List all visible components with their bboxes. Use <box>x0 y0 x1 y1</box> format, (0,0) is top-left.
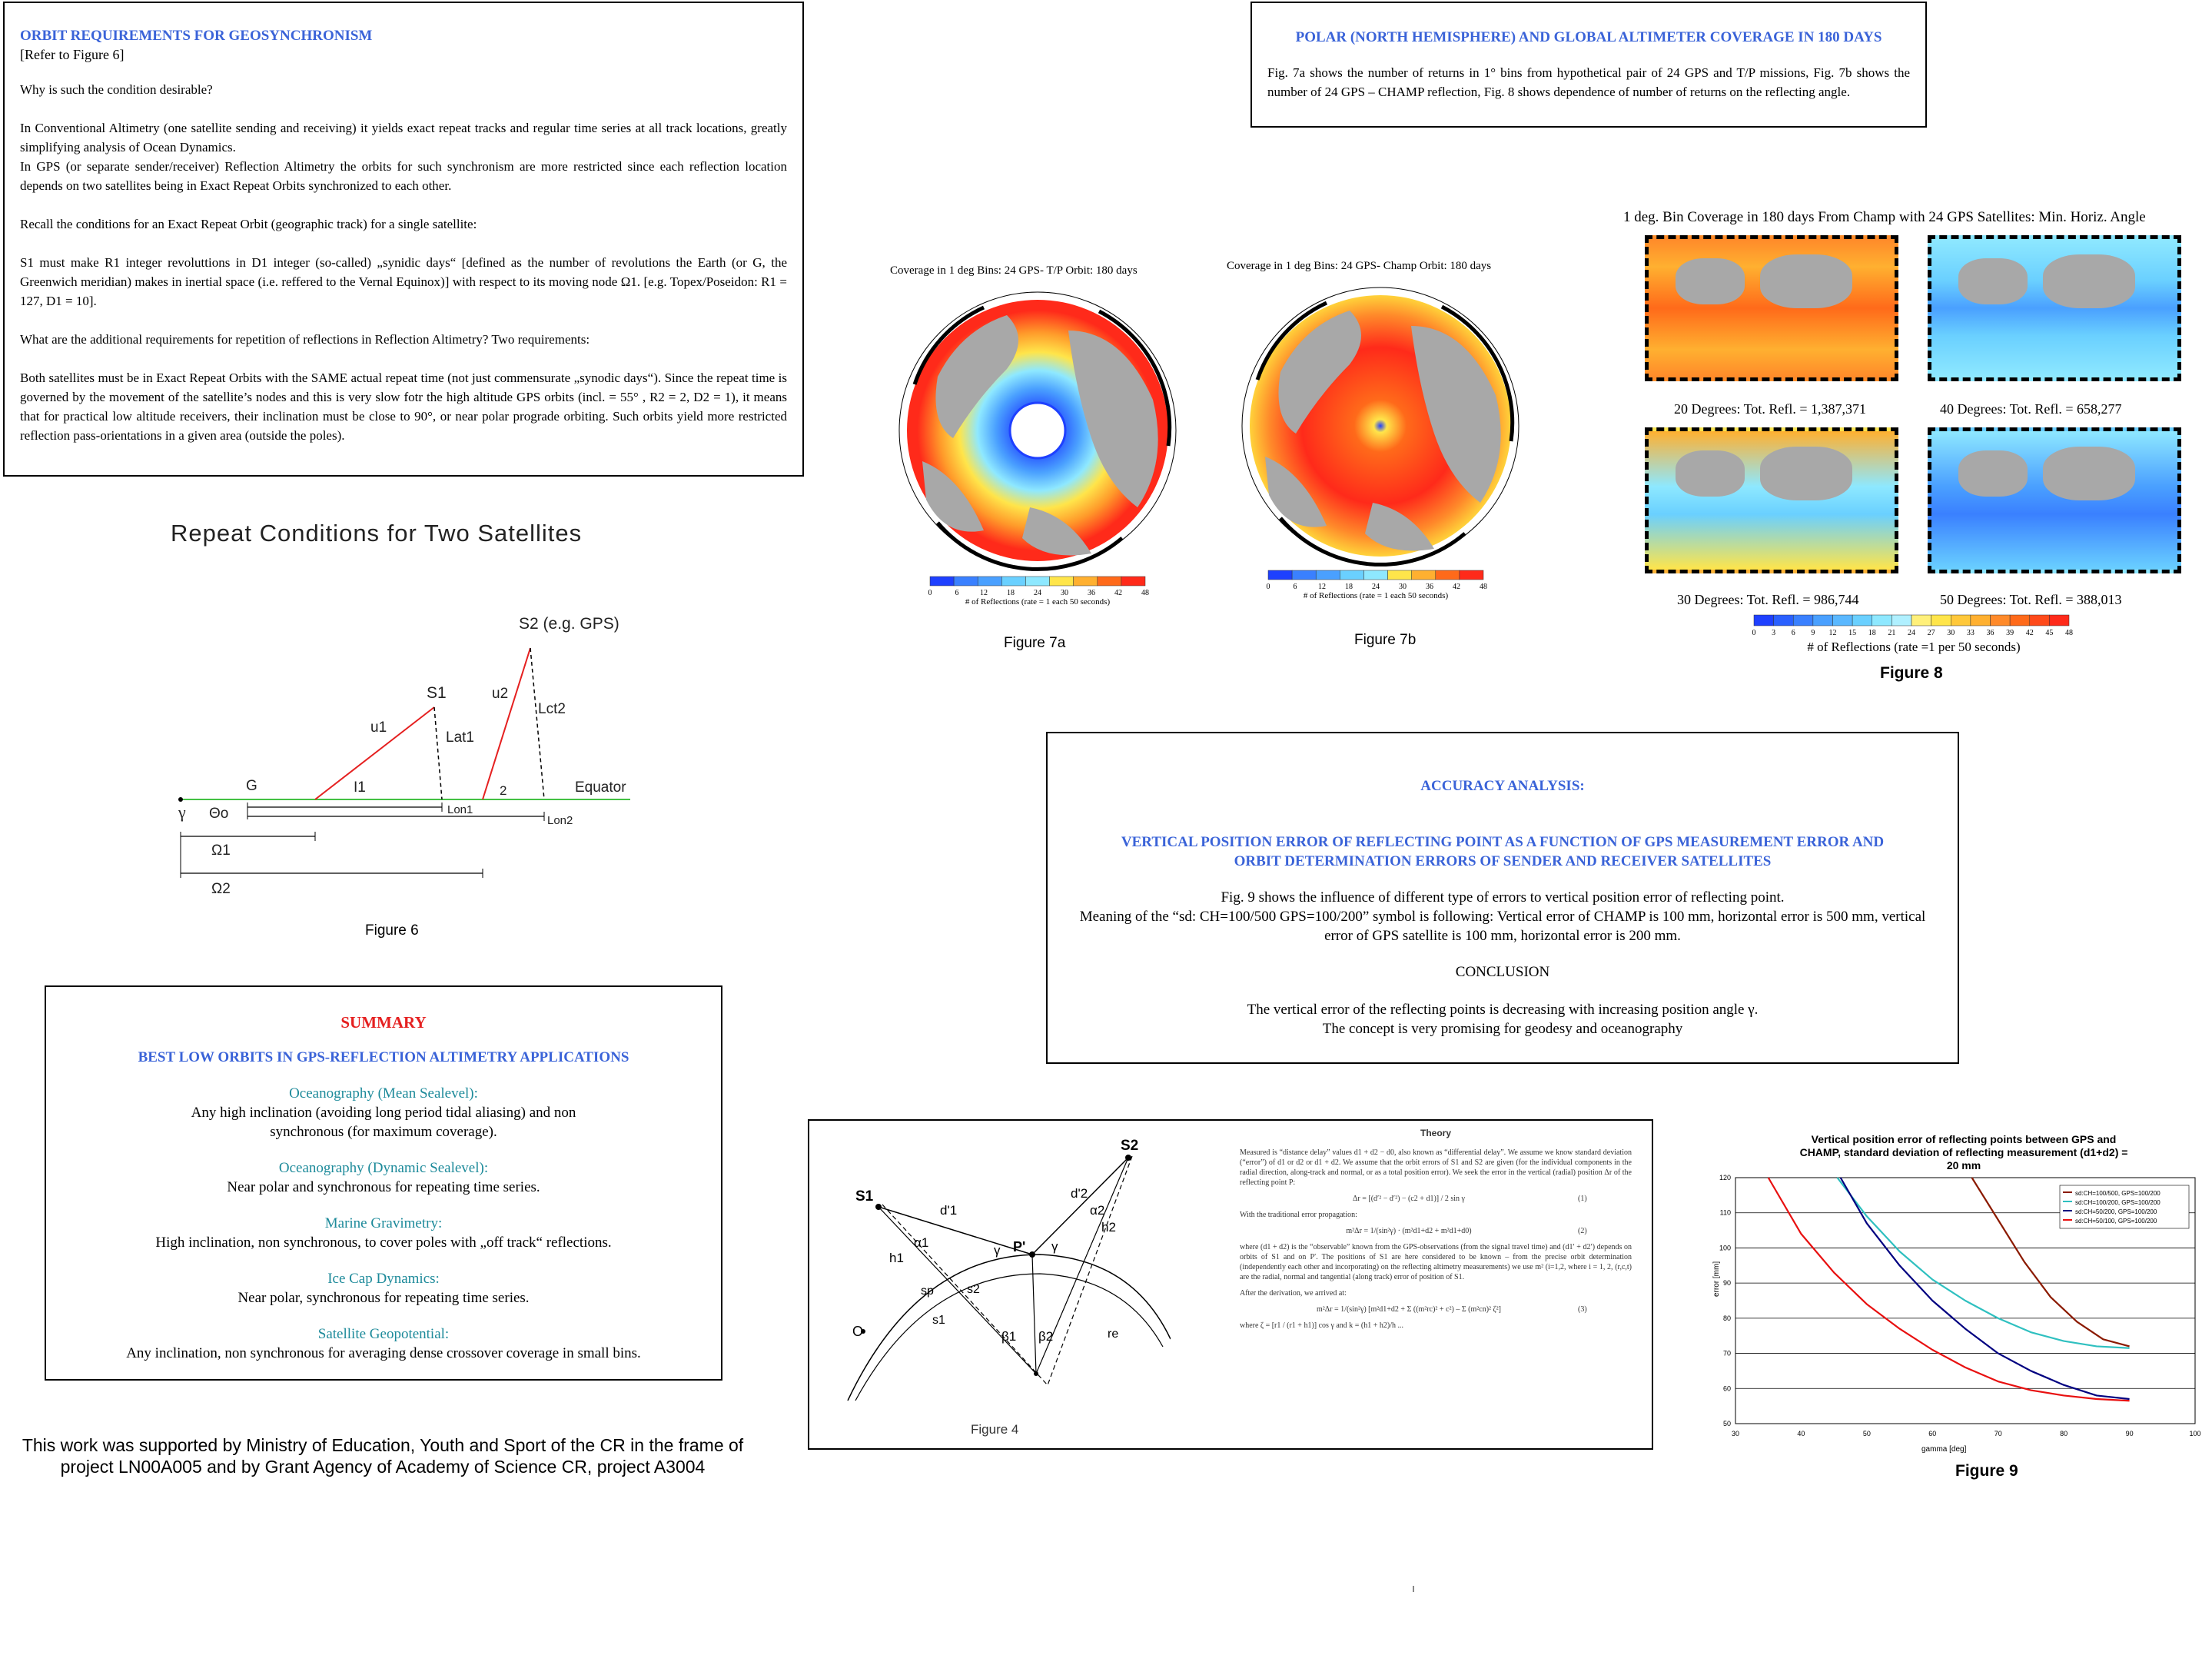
omega2-label: Ω2 <box>211 881 231 897</box>
fig7a-title: Coverage in 1 deg Bins: 24 GPS- T/P Orbit: 180 days <box>890 264 1138 277</box>
summary-item-body-4: Any inclination, non synchronous for averaging dense crossover coverage in small bins. <box>126 1345 641 1361</box>
fig7b-caption: Figure 7b <box>1354 632 1417 648</box>
fig9-xtick: 80 <box>2060 1430 2068 1437</box>
fig7b-colorbar-swatch <box>1363 570 1387 580</box>
fig7b-colorbar-tick: 48 <box>1480 583 1487 591</box>
fig8-colorbar-tick: 36 <box>1986 629 1994 637</box>
fig9-title: Vertical position error of reflecting points between GPS and CHAMP, standard deviation of reflecting measurement (d1+d2) = 20 mm <box>1799 1133 2128 1171</box>
orbit-p4: Recall the conditions for an Exact Repeat Orbit (geographic track) for a single satellite: <box>20 217 477 231</box>
fig9-legend <box>2060 1185 2189 1228</box>
theory-eq2: m²Δr = 1/(sin²γ) · (m²d1+d2 + m²d1+d0) <box>1346 1227 1472 1235</box>
fig8-colorbar-label: # of Reflections (rate =1 per 50 seconds) <box>1807 640 2021 654</box>
fig9-ytick: 70 <box>1722 1349 1731 1358</box>
fig8-colorbar-swatch <box>1833 615 1853 626</box>
fig8-colorbar-swatch <box>1991 615 2011 626</box>
theory-eq2-row <box>1240 1226 1632 1236</box>
fig9-xtick: 30 <box>1731 1430 1740 1437</box>
figure-7a-polar-map <box>892 284 1184 577</box>
fig6-caption: Figure 6 <box>365 922 419 939</box>
page-mark <box>1413 1586 1414 1592</box>
fig4-caption: Figure 4 <box>971 1422 1019 1437</box>
orbit-requirements-box <box>3 2 804 477</box>
figure-7b-polar-map <box>1234 280 1526 572</box>
fig8-colorbar-tick: 45 <box>2045 629 2054 637</box>
theory-n3: (3) <box>1578 1305 1587 1314</box>
fig8-colorbar-tick: 15 <box>1848 629 1857 637</box>
fig9-legend-label: sd:CH=100/500, GPS=100/200 <box>2075 1190 2161 1197</box>
fig7a-colorbar-swatch <box>1098 577 1121 586</box>
fig7b-colorbar-label: # of Reflections (rate = 1 each 50 seconds) <box>1303 591 1449 600</box>
fig8-colorbar-swatch <box>1911 615 1931 626</box>
theory-eq3: m²Δr = 1/(sin²γ) [m²d1+d2 + Σ ((m²rc)² + c²) – Σ (m²cn)² ζ²] <box>1316 1305 1501 1314</box>
fig7b-colorbar-swatch <box>1436 570 1460 580</box>
fig8-maps <box>1645 235 2192 604</box>
figure-6-diagram <box>169 607 661 907</box>
theory-p4: After the derivation, we arrived at: <box>1240 1289 1347 1298</box>
summary-item-head-4: Satellite Geopotential: <box>317 1326 450 1342</box>
summary-item-body-3: Near polar, synchronous for repeating time series. <box>237 1290 530 1306</box>
fig9-xtick: 90 <box>2125 1430 2134 1437</box>
fig7a-colorbar-tick: 18 <box>1007 589 1015 597</box>
fig9-ytick: 110 <box>1719 1208 1731 1217</box>
equator-label: Equator <box>575 779 626 796</box>
fig8-map-30-label: 30 Degrees: Tot. Refl. = 986,744 <box>1677 592 1859 607</box>
gamma-label: γ <box>178 803 186 822</box>
orbit-title: ORBIT REQUIREMENTS FOR GEOSYNCHRONISM <box>20 28 373 44</box>
u1-label: u1 <box>370 719 387 736</box>
fig7b-colorbar-tick: 36 <box>1426 583 1433 591</box>
fig8-colorbar <box>1746 613 2077 640</box>
theta-label: Θo <box>209 806 229 822</box>
fig8-colorbar-tick: 3 <box>1772 629 1776 637</box>
fig8-colorbar-tick: 21 <box>1888 629 1896 637</box>
fig9-xtick: 100 <box>2189 1430 2201 1437</box>
fig8-colorbar-swatch <box>1971 615 1991 626</box>
fig7b-colorbar-tick: 12 <box>1318 583 1326 591</box>
fig8-colorbar-tick: 30 <box>1947 629 1955 637</box>
two-label: 2 <box>500 783 507 798</box>
summary-title: SUMMARY <box>340 1013 427 1032</box>
fig9-xtick: 60 <box>1928 1430 1937 1437</box>
fig7b-colorbar-tick: 0 <box>1266 583 1270 591</box>
fig7a-colorbar-swatch <box>1074 577 1098 586</box>
fig8-map-40 <box>1928 235 2181 381</box>
fig6-title: Repeat Conditions for Two Satellites <box>171 520 583 547</box>
g-label: G <box>246 778 257 794</box>
fig8-colorbar-swatch <box>1754 615 1774 626</box>
fig9-legend-label: sd:CH=50/200, GPS=100/200 <box>2075 1208 2157 1215</box>
accuracy-p2: Meaning of the “sd: CH=100/500 GPS=100/200” symbol is following: Vertical error of CHAMP is 100 mm, horizontal error is 500 mm, vertical error of GPS satellite is 100 mm, horizontal error is 200 mm. <box>1079 909 1926 944</box>
theory-eq1: Δr = [(d′² − d′²) − (c2 + d1)] / 2 sin γ <box>1353 1195 1465 1203</box>
theory-text <box>1240 1128 1632 1331</box>
summary-box <box>45 985 722 1381</box>
fig9-ytick: 120 <box>1719 1174 1731 1181</box>
orbit-p1: Why is such the condition desirable? <box>20 82 213 97</box>
fig7a-colorbar-tick: 48 <box>1141 589 1149 597</box>
fig8-colorbar-tick: 39 <box>2006 629 2014 637</box>
fig8-colorbar-swatch <box>1774 615 1794 626</box>
fig8-map-40-label: 40 Degrees: Tot. Refl. = 658,277 <box>1940 401 2122 417</box>
fig4-p: P' <box>1013 1239 1026 1255</box>
theory-figure4-box <box>808 1119 1653 1450</box>
fig8-colorbar-swatch <box>1813 615 1833 626</box>
fig8-map-30 <box>1645 427 1898 573</box>
summary-item-body-1: Near polar and synchronous for repeating time series. <box>227 1179 540 1195</box>
fig8-map-20-label: 20 Degrees: Tot. Refl. = 1,387,371 <box>1674 401 1867 417</box>
fig4-d2: d'2 <box>1071 1186 1088 1201</box>
fig8-colorbar-swatch <box>2030 615 2050 626</box>
fig4-a2: α2 <box>1090 1203 1105 1218</box>
theory-title: Theory <box>1420 1128 1451 1138</box>
fig9-xtick: 40 <box>1797 1430 1805 1437</box>
lat2-label: Lct2 <box>538 701 566 717</box>
fig7a-colorbar-tick: 30 <box>1061 589 1068 597</box>
theory-eq1-row <box>1240 1194 1632 1204</box>
fig7b-colorbar <box>1260 569 1491 592</box>
theory-p1: Measured is “distance delay” values d1 + d2 − d0, also known as “differential delay”. We assume we know standard deviation (“error”) of d1 or d2 or d1 + d2. We assume that the orbit errors of S1 and S2 are given (for the individual components in the radial direction, along-track and normal, or as a total position error). We seek the error in the vertical (radial) position Δr of the reflecting point P: <box>1240 1148 1632 1187</box>
fig8-colorbar-tick: 9 <box>1811 629 1815 637</box>
fig4-s1: S1 <box>855 1188 874 1205</box>
accuracy-c1: The vertical error of the reflecting points is decreasing with increasing position angle γ. <box>1247 1002 1759 1018</box>
orbit-p2: In Conventional Altimetry (one satellite sending and receiving) it yields exact repeat tracks and regular time series at all track locations, greatly simplifying analysis of Ocean Dynamics. <box>20 121 787 155</box>
fig8-title: 1 deg. Bin Coverage in 180 days From Champ with 24 GPS Satellites: Min. Horiz. Angle <box>1623 209 2146 225</box>
fig8-colorbar-swatch <box>1872 615 1892 626</box>
fig8-colorbar-swatch <box>1891 615 1911 626</box>
u2-line <box>483 648 530 799</box>
fig8-colorbar-swatch <box>1951 615 1971 626</box>
fig7a-colorbar-tick: 24 <box>1034 589 1041 597</box>
polar-title: POLAR (NORTH HEMISPHERE) AND GLOBAL ALTIMETER COVERAGE IN 180 DAYS <box>1295 29 1882 45</box>
u2-label: u2 <box>492 686 509 702</box>
fig4-o: O <box>852 1324 864 1339</box>
fig7b-colorbar-swatch <box>1412 570 1436 580</box>
l1-label: I1 <box>354 779 366 796</box>
summary-item-head-1: Oceanography (Dynamic Sealevel): <box>278 1160 489 1176</box>
lat1-line <box>434 707 442 799</box>
fig8-map-20 <box>1645 235 1898 381</box>
fig7a-colorbar <box>922 575 1153 598</box>
accuracy-box <box>1046 732 1959 1064</box>
theory-p3: where (d1 + d2) is the “observable” known from the GPS-observations (from the signal travel time) and (d1′ + d2′) depends on orbits of S1 and on P′. The positions of S1 are here considered to be known – from the precise orbit determination (independently each other and incorporating) on the reflecting altimetry measurements) we use m² (i=1,2, where i = 1, 2, (r,c,t) are the radial, normal and tangential (along track) error of position of S1. <box>1240 1243 1632 1281</box>
orbit-p6: What are the additional requirements for repetition of reflections in Reflection Altimetry? Two requirements: <box>20 332 590 347</box>
fig8-colorbar-tick: 12 <box>1828 629 1837 637</box>
fig4-d1: d'1 <box>940 1203 958 1218</box>
accuracy-conclusion: CONCLUSION <box>1455 964 1550 980</box>
fig9-xlabel: gamma [deg] <box>1921 1445 1967 1454</box>
fig8-colorbar-swatch <box>2049 615 2069 626</box>
fig7b-colorbar-swatch <box>1388 570 1412 580</box>
fig8-colorbar-tick: 6 <box>1791 629 1795 637</box>
fig7b-colorbar-swatch <box>1268 570 1292 580</box>
fig8-colorbar-tick: 0 <box>1752 629 1756 637</box>
fig7b-colorbar-tick: 42 <box>1453 583 1460 591</box>
accuracy-title: ACCURACY ANALYSIS: <box>1420 778 1585 794</box>
fig4-s2s: s2 <box>967 1283 980 1296</box>
lat2-line <box>530 648 544 799</box>
fig7a-colorbar-tick: 12 <box>980 589 988 597</box>
fig7b-colorbar-swatch <box>1292 570 1316 580</box>
fig7b-title: Coverage in 1 deg Bins: 24 GPS- Champ Orbit: 180 days <box>1227 260 1492 272</box>
fig9-ytick: 60 <box>1722 1384 1731 1393</box>
fig9-ylabel: error [mm] <box>1712 1261 1721 1297</box>
fig7a-colorbar-swatch <box>1050 577 1074 586</box>
fig7b-colorbar-tick: 30 <box>1399 583 1407 591</box>
fig9-ytick: 50 <box>1722 1420 1731 1427</box>
summary-item-head-3: Ice Cap Dynamics: <box>327 1271 440 1287</box>
theory-n1: (1) <box>1578 1195 1587 1203</box>
accuracy-subtitle: VERTICAL POSITION ERROR OF REFLECTING POINT AS A FUNCTION OF GPS MEASUREMENT ERROR AND ORBIT DETERMINATION ERRORS OF SENDER AND RECEIVER SATELLITES <box>1121 834 1885 869</box>
summary-item-head-0: Oceanography (Mean Sealevel): <box>289 1085 478 1102</box>
fig8-colorbar-swatch <box>1793 615 1813 626</box>
fig7a-colorbar-swatch <box>1001 577 1025 586</box>
theory-eq3-row <box>1240 1304 1632 1314</box>
fig9-caption: Figure 9 <box>1955 1462 2018 1480</box>
summary-item-body-2: High inclination, non synchronous, to cover poles with „off track“ reflections. <box>155 1235 612 1251</box>
fig8-map-50-label: 50 Degrees: Tot. Refl. = 388,013 <box>1940 592 2122 607</box>
fig9-xtick: 70 <box>1994 1430 2002 1437</box>
fig4-s2: S2 <box>1121 1139 1139 1154</box>
fig4-h2: h2 <box>1101 1220 1116 1235</box>
fig7a-colorbar-tick: 6 <box>955 589 959 597</box>
fig7a-colorbar-tick: 36 <box>1088 589 1095 597</box>
fig8-colorbar-swatch <box>1852 615 1872 626</box>
gamma-point <box>178 797 183 802</box>
fig7b-colorbar-tick: 24 <box>1372 583 1380 591</box>
orbit-subtitle: [Refer to Figure 6] <box>20 47 125 62</box>
accuracy-p1: Fig. 9 shows the influence of different type of errors to vertical position error of reflecting point. <box>1221 889 1785 906</box>
fig7b-colorbar-tick: 6 <box>1293 583 1297 591</box>
orbit-p3: In GPS (or separate sender/receiver) Reflection Altimetry the orbits for such synchronism are more restricted since each reflection location depends on two satellites being in Exact Repeat Orbits synchronized to each other. <box>20 159 787 193</box>
lon2-label: Lon2 <box>547 814 573 827</box>
fig9-legend-label: sd:CH=50/100, GPS=100/200 <box>2075 1218 2157 1225</box>
fig8-colorbar-tick: 18 <box>1868 629 1876 637</box>
fig8-colorbar-tick: 24 <box>1908 629 1915 637</box>
fig8-colorbar-swatch <box>1931 615 1951 626</box>
fig7a-colorbar-swatch <box>930 577 954 586</box>
s2-label: S2 (e.g. GPS) <box>519 615 619 633</box>
summary-item-body-0: Any high inclination (avoiding long period tidal aliasing) and non synchronous (for maximum coverage). <box>191 1105 576 1140</box>
fig7b-colorbar-swatch <box>1460 570 1483 580</box>
fig8-colorbar-tick: 48 <box>2065 629 2073 637</box>
fig7a-caption: Figure 7a <box>1004 635 1066 651</box>
fig7a-colorbar-swatch <box>1025 577 1049 586</box>
fig4-a1: α1 <box>914 1235 929 1250</box>
fig8-colorbar-tick: 27 <box>1927 629 1935 637</box>
fig7a-colorbar-tick: 0 <box>928 589 932 597</box>
fig9-xtick: 50 <box>1862 1430 1871 1437</box>
fig7b-colorbar-swatch <box>1316 570 1340 580</box>
fig7a-colorbar-swatch <box>954 577 978 586</box>
figure-9-chart <box>1699 1162 2206 1454</box>
fig7a-colorbar-swatch <box>1121 577 1145 586</box>
fig9-ytick: 100 <box>1719 1244 1731 1252</box>
fig8-colorbar-tick: 33 <box>1966 629 1975 637</box>
fig9-ytick: 90 <box>1722 1279 1731 1288</box>
fig9-legend-label: sd:CH=100/200, GPS=100/200 <box>2075 1199 2161 1206</box>
fig7a-colorbar-tick: 42 <box>1114 589 1122 597</box>
fig4-sp: sp <box>921 1284 934 1298</box>
fig4-gg: γ <box>1051 1239 1058 1254</box>
lon1-label: Lon1 <box>447 803 473 816</box>
summary-item-head-2: Marine Gravimetry: <box>324 1215 443 1231</box>
fig9-ytick: 80 <box>1722 1314 1731 1322</box>
fig8-colorbar-tick: 42 <box>2025 629 2034 637</box>
fig7a-colorbar-swatch <box>978 577 1001 586</box>
fig4-b2: β2 <box>1038 1329 1054 1344</box>
fig4-s1s: s1 <box>932 1314 945 1327</box>
s1-label: S1 <box>427 684 447 702</box>
fig8-map-50 <box>1928 427 2181 573</box>
theory-n2: (2) <box>1578 1227 1587 1235</box>
fig4-b1: β1 <box>1001 1329 1017 1344</box>
polar-coverage-box <box>1250 2 1927 128</box>
fig4-re: re <box>1108 1328 1119 1341</box>
fig7b-colorbar-swatch <box>1340 570 1363 580</box>
polar-body: Fig. 7a shows the number of returns in 1° bins from hypothetical pair of 24 GPS and T/P missions, Fig. 7b shows the number of 24 GPS – CHAMP reflection, Fig. 8 shows dependence of number of returns on the reflecting angle. <box>1267 65 1910 99</box>
accuracy-c2: The concept is very promising for geodesy and oceanography <box>1322 1021 1683 1037</box>
fig7b-colorbar-tick: 18 <box>1345 583 1353 591</box>
fig4-h1: h1 <box>889 1251 904 1265</box>
fig8-colorbar-swatch <box>2010 615 2030 626</box>
fig8-caption: Figure 8 <box>1880 664 1943 682</box>
orbit-p5: S1 must make R1 integer revoluttions in D1 integer (so-called) „synidic days“ [defined as the number of revolutions the Earth (or G, the Greenwich meridian) makes in inertial space (i.e. reffered to the Vernal Equinox)] with respect to its moving node Ω1. [e.g. Topex/Poseidon: R1 = 127, D1 = 10]. <box>20 255 787 308</box>
lat1-label: Lat1 <box>446 729 474 746</box>
theory-p2: With the traditional error propagation: <box>1240 1211 1357 1219</box>
figure-4-diagram <box>840 1139 1171 1416</box>
fig4-g: γ <box>994 1243 1001 1258</box>
orbit-p7: Both satellites must be in Exact Repeat Orbits with the SAME actual repeat time (not just commensurate „synodic days“). Since the repeat time is governed by the movement of the satellite’s nodes and this is very slow fotr the high altitude GPS orbits (incl. = 55° , R2 = 2, D2 = 1), it means that for practical low altitude receivers, their inclination must be close to 90°, or near polar prograde orbiting. Such orbits yield more restricted reflection pass-orientations in a given area (outside the poles). <box>20 371 787 443</box>
fig7a-colorbar-label: # of Reflections (rate = 1 each 50 seconds) <box>965 597 1111 607</box>
omega1-label: Ω1 <box>211 842 231 859</box>
theory-p5: where ζ = [r1 / (r1 + h1)] cos γ and k = (h1 + h2)/h ... <box>1240 1321 1404 1330</box>
support-note: This work was supported by Ministry of Education, Youth and Sport of the CR in the frame of project LN00A005 and by Grant Agency of Academy of Science CR, project A3004 <box>22 1435 744 1477</box>
summary-subtitle: BEST LOW ORBITS IN GPS-REFLECTION ALTIMETRY APPLICATIONS <box>138 1049 629 1065</box>
